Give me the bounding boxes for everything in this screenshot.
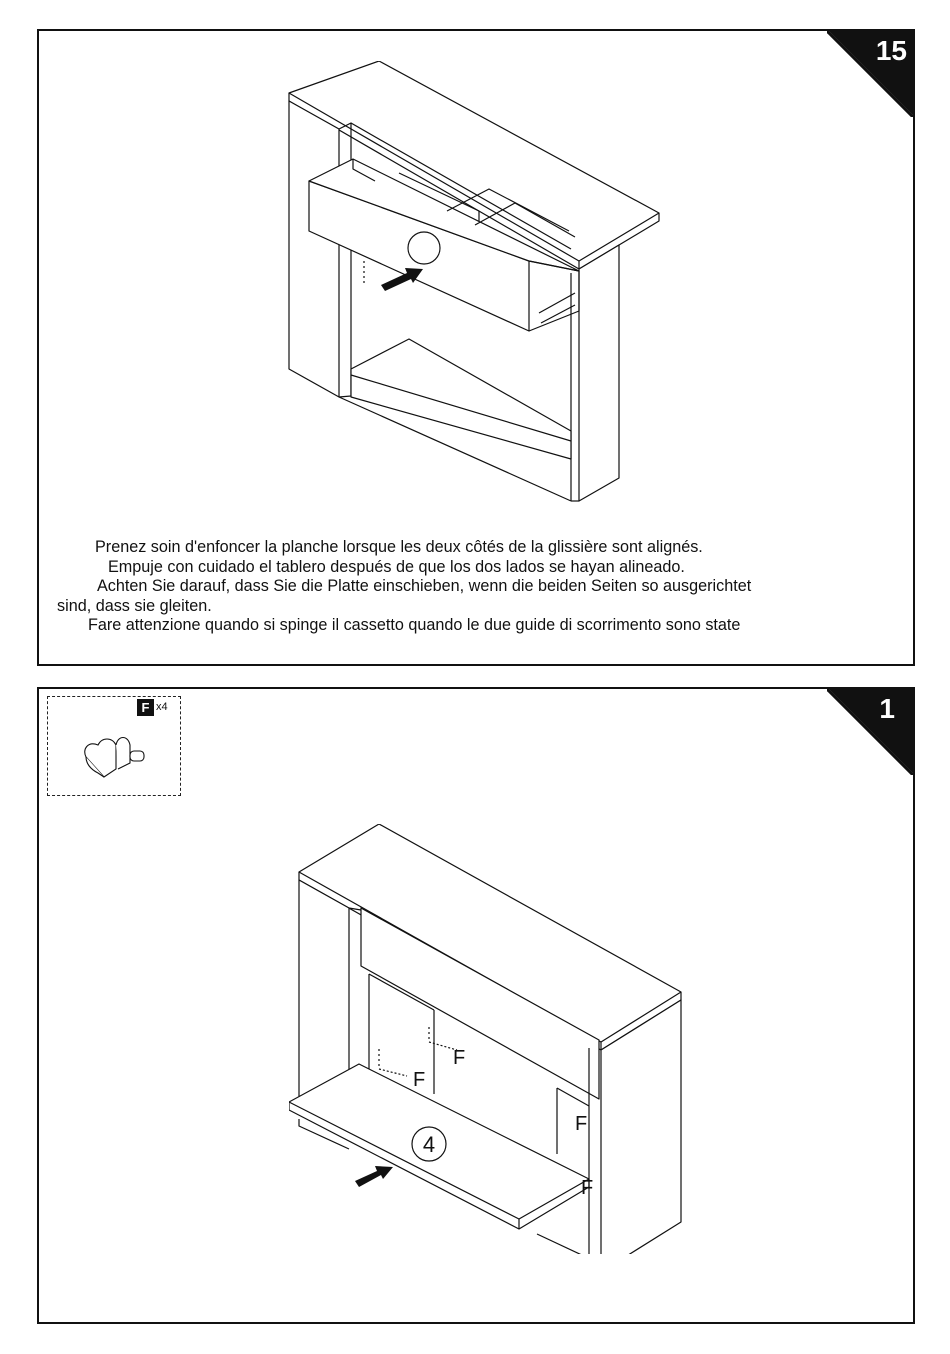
step-number: 15 (875, 35, 907, 66)
parts-list-box (47, 696, 181, 796)
hardware-label-f: F (575, 1113, 588, 1135)
cabinet-shelf-illustration (289, 824, 689, 1254)
instruction-it: Fare attenzione quando si spinge il cassetto quando le due guide di scorrimento sono state (88, 616, 741, 635)
part-letter-badge: F (137, 699, 154, 716)
step-corner-badge (827, 689, 913, 775)
cabinet-drawer-illustration (279, 61, 679, 511)
step-15-panel (37, 29, 915, 666)
shelf-number-label: 4 (422, 1132, 436, 1157)
step-number: 1 (879, 693, 895, 724)
shelf-support-pin-icon (78, 727, 150, 779)
push-arrow-icon (379, 263, 429, 293)
instruction-de-cont: sind, dass sie gleiten. (57, 596, 212, 615)
instruction-text (57, 538, 902, 636)
step-1-panel (37, 687, 915, 1324)
hardware-label-f: F (413, 1069, 426, 1091)
hardware-label-f: F (453, 1047, 466, 1069)
push-arrow-icon (355, 1159, 395, 1189)
part-quantity: x4 (156, 701, 168, 713)
instruction-es: Empuje con cuidado el tablero después de que los dos lados se hayan alineado. (108, 557, 685, 576)
hardware-label-f: F (581, 1177, 594, 1199)
instruction-fr: Prenez soin d'enfoncer la planche lorsque les deux côtés de la glissière sont alignés. (95, 538, 703, 556)
instruction-de: Achten Sie darauf, dass Sie die Platte einschieben, wenn die beiden Seiten so ausgerichtet (97, 577, 752, 596)
